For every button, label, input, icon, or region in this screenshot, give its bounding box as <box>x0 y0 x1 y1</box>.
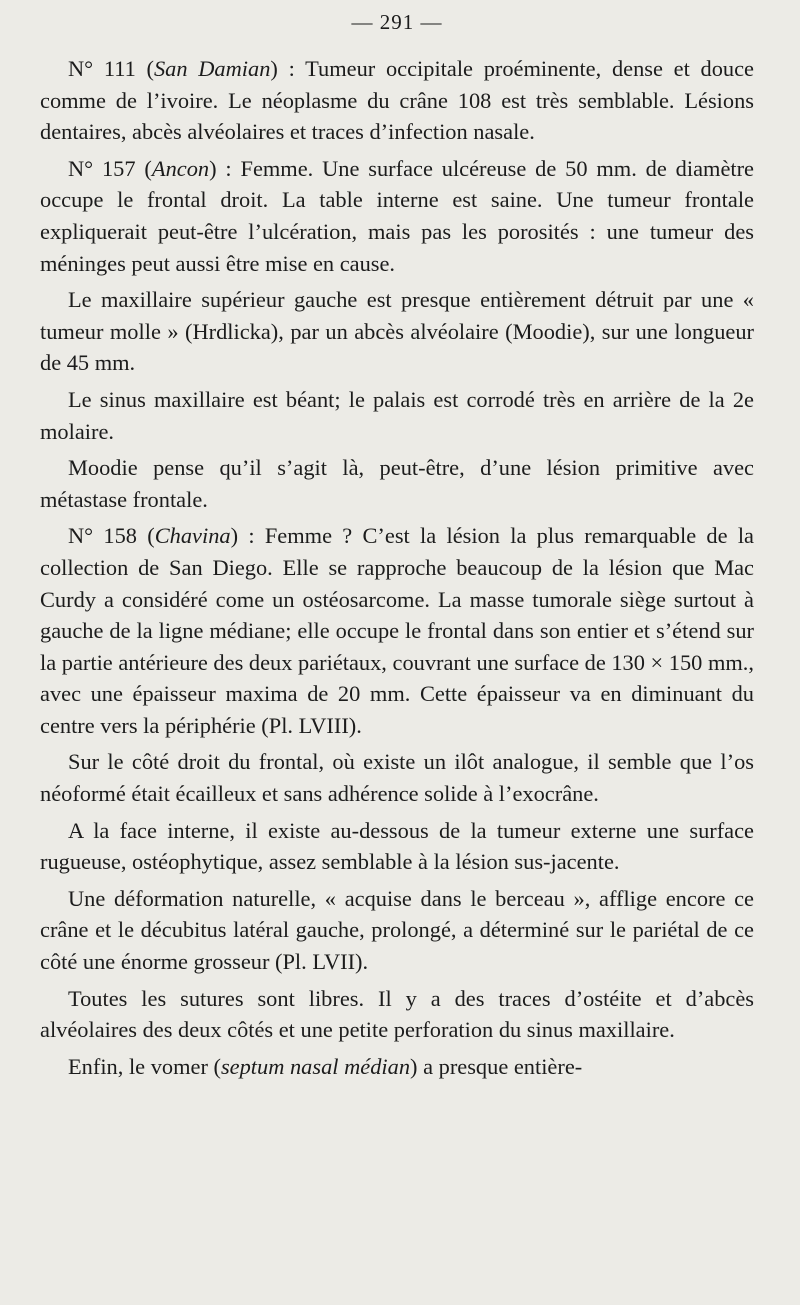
site-name: Ancon <box>151 155 210 181</box>
paragraph-lead: N° 158 ( <box>68 523 155 549</box>
anatomy-term: septum nasal médian <box>220 1053 411 1079</box>
site-name: Chavina <box>154 523 231 549</box>
paragraph-text: ) : Tumeur occipitale proéminente, dense et douce comme de l’ivoire. Le néoplasme du crâne 108 est très semblable. Lésions dentaires, abcès alvéolaires et traces d’infection nasale. <box>40 56 754 145</box>
paragraph-sinus <box>40 384 754 447</box>
paragraph-maxillaire <box>40 284 754 379</box>
paragraph-158 <box>40 520 754 741</box>
paragraph-deformation <box>40 883 754 978</box>
paragraph-text: Sur le côté droit du frontal, où existe un ilôt analogue, il semble que l’os néoformé était écailleux et sans adhérence solide à l’exocrâne. <box>40 749 754 807</box>
paragraph-text: Une déformation naturelle, « acquise dans le berceau », afflige encore ce crâne et le décubitus latéral gauche, prolongé, a déterminé sur le pariétal de ce côté une énorme grosseur (Pl. LVII). <box>40 885 754 975</box>
paragraph-text: ) : Femme ? C’est la lésion la plus remarquable de la collection de San Diego. Elle se rapproche beaucoup de la lésion que Mac Curdy a considéré come un ostéosarcome. La masse tumorale siège surtout à gauche de la ligne médiane; elle occupe le frontal dans son entier et s’étend sur la partie antérieure des deux pariétaux, couvrant une surface de 130 × 150 mm., avec une épaisseur maxima de 20 mm. Cette épaisseur va en diminuant du centre vers la périphérie (Pl. LVIII). <box>40 523 754 738</box>
paragraph-text: Le sinus maxillaire est béant; le palais est corrodé très en arrière de la 2e molaire. <box>40 386 754 444</box>
paragraph-text: Moodie pense qu’il s’agit là, peut-être, d’une lésion primitive avec métastase frontale. <box>40 455 754 512</box>
page-number: — 291 — <box>351 10 443 34</box>
paragraph-vomer <box>40 1051 754 1083</box>
paragraph-lead: N° 111 ( <box>68 56 154 81</box>
paragraph-157 <box>40 153 754 279</box>
paragraph-moodie <box>40 452 754 515</box>
paragraph-text: Le maxillaire supérieur gauche est presque entièrement détruit par une « tumeur molle » (Hrdlicka), par un abcès alvéolaire (Moodie), sur une longueur de 45 mm. <box>40 287 754 376</box>
paragraph-lead: N° 157 ( <box>68 155 152 181</box>
paragraph-text: Toutes les sutures sont libres. Il y a des traces d’ostéite et d’abcès alvéolaires des deux côtés et une petite perforation du sinus maxillaire. <box>40 985 754 1043</box>
paragraph-face-interne <box>40 815 754 878</box>
site-name: San Damian <box>153 56 271 81</box>
paragraph-cote-droit <box>40 746 754 809</box>
paragraph-111 <box>40 53 754 148</box>
paragraph-text: ) : Femme. Une surface ulcéreuse de 50 mm. de diamètre occupe le frontal droit. La table interne est saine. Une tumeur frontale expliquerait peut-être l’ulcération, mais pas les porosités : une tumeur des méninges peut aussi être mise en cause. <box>40 155 754 276</box>
paragraph-text: ) a presque entière- <box>410 1053 583 1079</box>
paragraph-text: A la face interne, il existe au-dessous de la tumeur externe une surface rugueuse, ostéophytique, assez semblable à la lésion sus-jacente. <box>40 817 754 875</box>
paragraph-sutures <box>40 983 754 1046</box>
paragraph-lead: Enfin, le vomer ( <box>68 1053 221 1079</box>
